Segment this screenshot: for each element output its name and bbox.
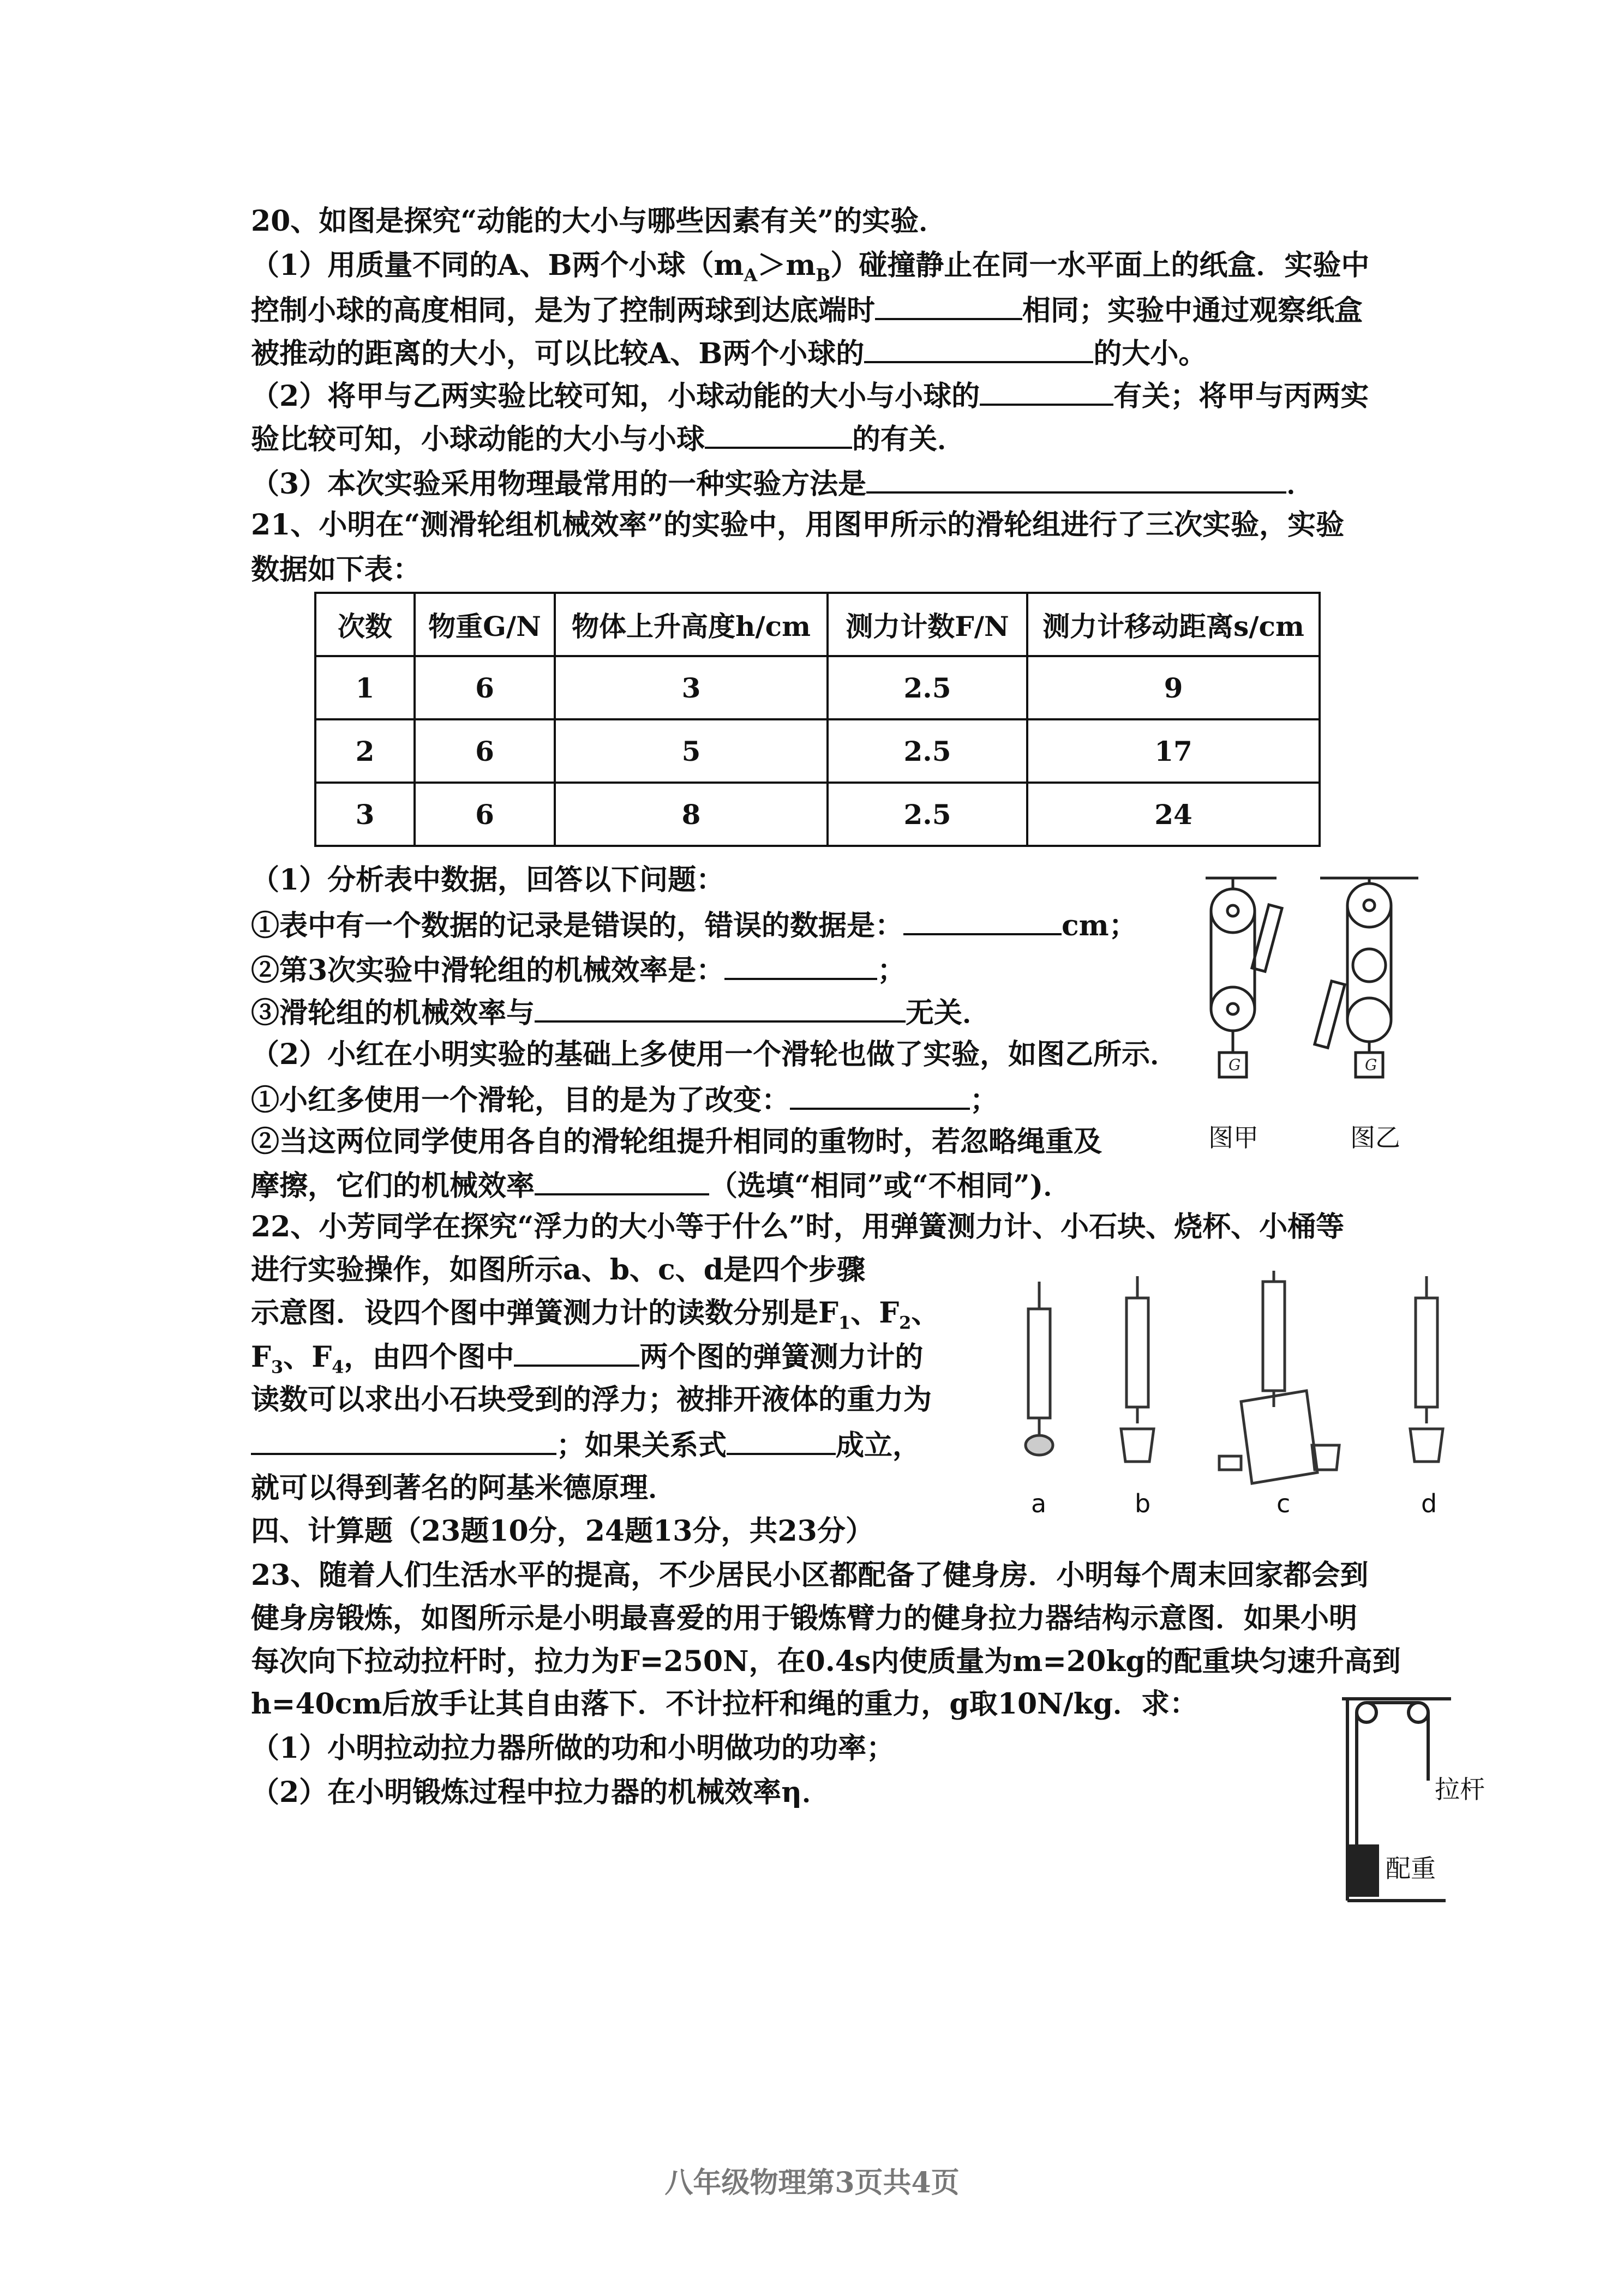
table-header: 次数 (315, 593, 415, 656)
answer-blank[interactable] (535, 1166, 709, 1195)
text-segment: 无关． (906, 996, 991, 1030)
text-segment: 验比较可知，小球动能的大小与小球 (251, 423, 705, 456)
table-cell: 2.5 (828, 656, 1027, 719)
text-line (251, 419, 966, 458)
text-segment: 有关；将甲与丙两实 (1113, 380, 1369, 413)
subscript: 4 (332, 1356, 344, 1378)
table-cell: 3 (315, 783, 415, 846)
text-line (251, 1426, 921, 1464)
text-segment: 健身房锻炼，如图所示是小明最喜爱的用于锻炼臂力的健身拉力器结构示意图．如果小明 (251, 1602, 1358, 1635)
text-line (251, 1730, 895, 1767)
text-line (251, 906, 1137, 945)
table-header: 测力计数F/N (828, 593, 1027, 656)
text-segment: 读数可以求出小石块受到的浮力；被排开液体的重力为 (251, 1383, 932, 1416)
text-line (251, 1166, 1071, 1205)
data-table (314, 592, 1321, 847)
answer-blank[interactable] (705, 419, 852, 449)
weight-label: G (1229, 1056, 1241, 1074)
table-row (315, 783, 1320, 846)
text-segment: （1）用质量不同的A、B两个小球（m (251, 249, 744, 282)
rod-label: 拉杆 (1435, 1775, 1485, 1804)
pulley-figure (1200, 873, 1429, 1113)
text-segment: 示意图．设四个图中弹簧测力计的读数分别是F (251, 1296, 838, 1330)
text-segment: （3）本次实验采用物理最常用的一种实验方法是 (251, 467, 867, 501)
answer-blank[interactable] (251, 1426, 556, 1455)
text-line (251, 507, 1344, 544)
text-segment: ）碰撞静止在同一水平面上的纸盒．实验中 (830, 249, 1370, 282)
text-line (251, 334, 1207, 372)
step-label: d (1421, 1489, 1437, 1518)
answer-blank[interactable] (724, 951, 877, 980)
subscript: 1 (838, 1312, 851, 1333)
text-segment: ； (970, 1084, 999, 1117)
table-cell: 5 (555, 719, 828, 783)
text-segment: （选填“相同”或“不相同”)． (709, 1169, 1072, 1203)
text-segment: 的大小。 (1093, 337, 1207, 370)
table-cell: 6 (415, 719, 555, 783)
text-line (251, 1643, 1401, 1680)
text-line (251, 1513, 874, 1550)
text-segment: 、F (283, 1341, 332, 1374)
text-segment: 成立， (836, 1429, 921, 1462)
text-segment: 21、小明在“测滑轮组机械效率”的实验中，用图甲所示的滑轮组进行了三次实验，实验 (251, 508, 1345, 542)
text-segment: （1）小明拉动拉力器所做的功和小明做功的功率； (251, 1732, 895, 1765)
counterweight-label: 配重 (1386, 1854, 1436, 1883)
text-line (251, 1470, 676, 1507)
answer-blank[interactable] (514, 1337, 639, 1367)
text-line (251, 376, 1369, 415)
text-line (251, 247, 1369, 293)
answer-blank[interactable] (980, 376, 1113, 406)
subscript: A (744, 265, 758, 286)
text-line (251, 1686, 1198, 1723)
text-line (251, 1774, 830, 1811)
text-segment: 22、小芳同学在探究“浮力的大小等于什么”时，用弹簧测力计、小石块、烧杯、小桶等 (251, 1210, 1345, 1243)
figure-label-yi: 图乙 (1350, 1123, 1400, 1152)
spring-scale-figure (1012, 1271, 1459, 1489)
answer-blank[interactable] (875, 291, 1022, 320)
text-line (251, 1557, 1368, 1594)
text-segment: 就可以得到著名的阿基米德原理． (251, 1471, 677, 1505)
text-segment: 两个图的弹簧测力计的 (639, 1341, 924, 1374)
text-line (251, 1252, 865, 1289)
text-segment: （1）分析表中数据，回答以下问题： (251, 863, 725, 897)
text-segment: 相同；实验中通过观察纸盒 (1022, 294, 1363, 327)
text-segment: ②当这两位同学使用各自的滑轮组提升相同的重物时，若忽略绳重及 (251, 1125, 1102, 1158)
text-segment: 23、随着人们生活水平的提高，不少居民小区都配备了健身房．小明每个周末回家都会到 (251, 1559, 1369, 1592)
table-cell: 6 (415, 783, 555, 846)
table-header: 物体上升高度h/cm (555, 593, 828, 656)
text-line (251, 291, 1363, 329)
text-line (251, 1080, 998, 1119)
table-cell: 17 (1027, 719, 1320, 783)
text-segment: 四、计算题（23题10分，24题13分，共23分） (251, 1514, 874, 1548)
text-segment: 控制小球的高度相同，是为了控制两球到达底端时 (251, 294, 876, 327)
answer-blank[interactable] (790, 1080, 970, 1110)
text-line (251, 551, 421, 588)
text-segment: ①表中有一个数据的记录是错误的，错误的数据是： (251, 909, 904, 942)
text-line (251, 1036, 1178, 1073)
table-cell: 2.5 (828, 719, 1027, 783)
table-header: 物重G/N (415, 593, 555, 656)
table-header: 测力计移动距离s/cm (1027, 593, 1320, 656)
text-line (251, 1209, 1344, 1246)
table-cell: 6 (415, 656, 555, 719)
text-segment: （2）小红在小明实验的基础上多使用一个滑轮也做了实验，如图乙所示． (251, 1038, 1179, 1071)
text-line (251, 1123, 1102, 1161)
table-header-row (315, 593, 1320, 656)
text-segment: ③滑轮组的机械效率与 (251, 996, 535, 1030)
text-segment: 的有关． (852, 423, 966, 456)
text-segment: 进行实验操作，如图所示a、b、c、d是四个步骤 (251, 1253, 866, 1287)
table-cell: 2 (315, 719, 415, 783)
text-segment: ； (877, 954, 906, 987)
table-cell: 3 (555, 656, 828, 719)
text-line (251, 1337, 923, 1385)
text-segment: ①小红多使用一个滑轮，目的是为了改变： (251, 1084, 790, 1117)
text-segment: 被推动的距离的大小，可以比较A、B两个小球的 (251, 337, 865, 370)
text-segment: ＞m (757, 249, 816, 282)
text-segment: （2）将甲与乙两实验比较可知，小球动能的大小与小球的 (251, 380, 980, 413)
text-segment: 每次向下拉动拉杆时，拉力为F=250N，在0.4s内使质量为m=20kg的配重块匀速升高到 (251, 1645, 1401, 1678)
table-row (315, 656, 1320, 719)
step-label: a (1031, 1489, 1047, 1518)
text-segment: 摩擦，它们的机械效率 (251, 1169, 535, 1203)
figure-label-jia: 图甲 (1208, 1123, 1259, 1152)
step-label: b (1135, 1489, 1151, 1518)
text-segment: 数据如下表： (251, 553, 422, 586)
weight-label: G (1365, 1056, 1377, 1074)
answer-blank[interactable] (866, 464, 1286, 494)
answer-blank[interactable] (535, 993, 906, 1023)
text-segment: 、 (911, 1296, 940, 1330)
text-line (251, 993, 991, 1032)
text-line (251, 951, 906, 989)
page-footer: 八年级物理第3页共4页 (664, 2166, 960, 2199)
text-segment: cm； (1062, 909, 1137, 942)
table-cell: 24 (1027, 783, 1320, 846)
table-cell: 1 (315, 656, 415, 719)
text-line (251, 1600, 1357, 1637)
subscript: B (816, 265, 831, 286)
text-segment: 20、如图是探究“动能的大小与哪些因素有关”的实验． (251, 205, 948, 238)
text-line (251, 464, 1315, 503)
text-segment: 、F (850, 1296, 900, 1330)
table-cell: 2.5 (828, 783, 1027, 846)
subscript: 2 (899, 1312, 912, 1333)
text-segment: ②第3次实验中滑轮组的机械效率是： (251, 954, 725, 987)
text-line (251, 203, 947, 240)
table-row (315, 719, 1320, 783)
answer-blank[interactable] (864, 334, 1093, 363)
answer-blank[interactable] (727, 1426, 836, 1455)
step-label: c (1277, 1489, 1291, 1518)
text-line (251, 1381, 932, 1419)
table-cell: 8 (555, 783, 828, 846)
text-segment: ；如果关系式 (556, 1429, 727, 1462)
answer-blank[interactable] (903, 906, 1062, 935)
text-segment: ，由四个图中 (344, 1341, 514, 1374)
table-cell: 9 (1027, 656, 1320, 719)
text-segment: h=40cm后放手让其自由落下．不计拉杆和绳的重力，g取10N/kg．求： (251, 1687, 1198, 1721)
text-segment: F (251, 1341, 271, 1374)
text-segment: ． (1286, 467, 1315, 501)
text-line (251, 1295, 939, 1341)
subscript: 3 (271, 1356, 284, 1378)
text-segment: （2）在小明锻炼过程中拉力器的机械效率η． (251, 1776, 830, 1809)
text-line (251, 862, 724, 899)
